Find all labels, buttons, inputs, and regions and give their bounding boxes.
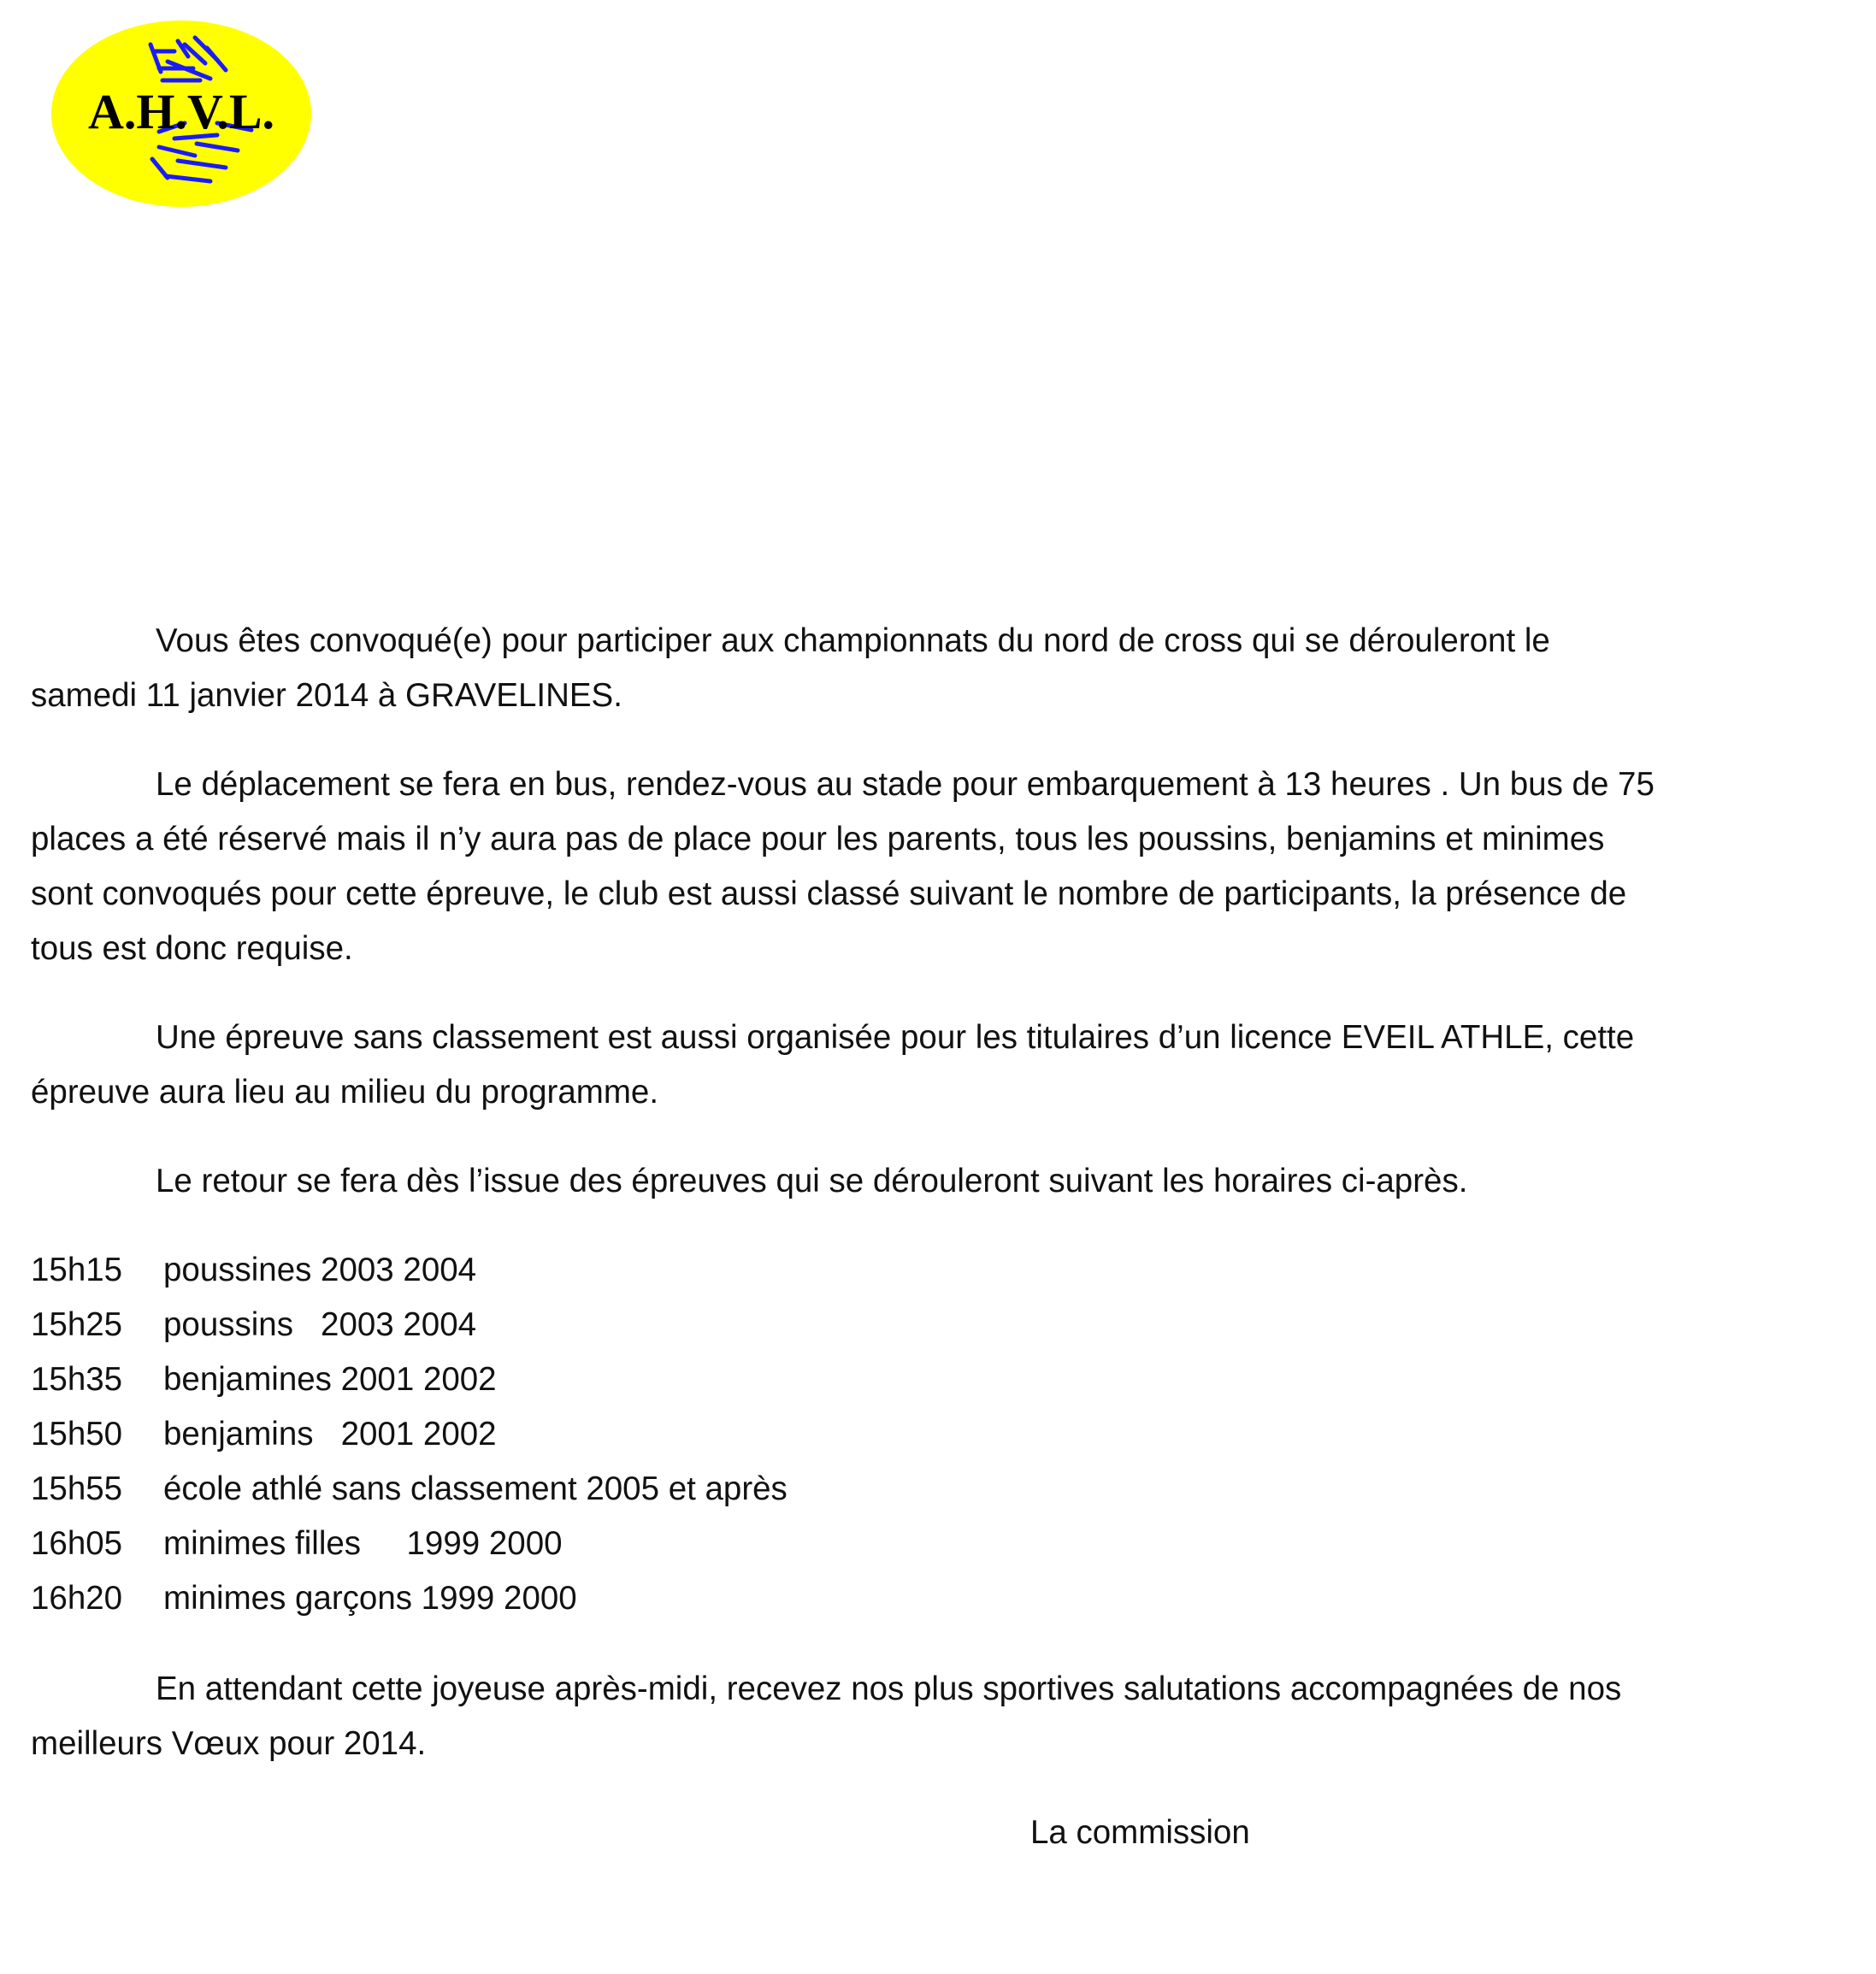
schedule-row bbox=[31, 1407, 1655, 1462]
schedule-row bbox=[31, 1298, 1655, 1352]
paragraph-transport bbox=[31, 757, 1655, 976]
schedule-event: benjamins 2001 2002 bbox=[163, 1416, 497, 1453]
club-logo-graphic bbox=[50, 19, 313, 209]
paragraph-eveil-athle bbox=[31, 1011, 1655, 1120]
schedule-time: 15h35 bbox=[31, 1361, 123, 1398]
paragraph-text: Une épreuve sans classement est aussi organisée pour les titulaires d’un licence EVEIL ATHLE, cette épreuve aura lieu au milieu du programme. bbox=[31, 1019, 1635, 1111]
logo-text: A.H.V.L. bbox=[87, 84, 275, 139]
paragraph-closing bbox=[31, 1662, 1655, 1771]
schedule-row bbox=[31, 1517, 1655, 1571]
letter-body bbox=[31, 614, 1655, 1860]
schedule-event: benjamines 2001 2002 bbox=[163, 1361, 497, 1398]
paragraph-text: Le retour se fera dès l’issue des épreuves qui se dérouleront suivant les horaires ci-après. bbox=[156, 1163, 1468, 1199]
signature: La commission bbox=[1030, 1814, 1250, 1851]
schedule-event: minimes garçons 1999 2000 bbox=[163, 1580, 577, 1617]
schedule-event: poussines 2003 2004 bbox=[163, 1252, 477, 1288]
schedule-row bbox=[31, 1352, 1655, 1407]
schedule-time: 16h05 bbox=[31, 1525, 123, 1562]
schedule-event: école athlé sans classement 2005 et après bbox=[163, 1470, 788, 1507]
schedule-row bbox=[31, 1462, 1655, 1517]
club-logo bbox=[50, 19, 313, 209]
race-schedule bbox=[31, 1243, 1655, 1626]
schedule-time: 15h55 bbox=[31, 1470, 123, 1507]
schedule-row bbox=[31, 1243, 1655, 1298]
schedule-time: 15h25 bbox=[31, 1306, 123, 1343]
paragraph-text: Vous êtes convoqué(e) pour participer aux championnats du nord de cross qui se dérouleront le samedi 11 janvier 2014 à GRAVELINES. bbox=[31, 622, 1550, 714]
schedule-event: poussins 2003 2004 bbox=[163, 1306, 477, 1343]
schedule-time: 15h50 bbox=[31, 1416, 123, 1453]
paragraph-return bbox=[31, 1154, 1655, 1209]
paragraph-text: Le déplacement se fera en bus, rendez-vous au stade pour embarquement à 13 heures . Un bus de 75 places a été réservé mais il n’y aura pas de place pour les parents, tous les poussins, benjamins et minimes sont convoqués pour cette épreuve, le club est aussi classé suivant le nombre de participants, la présence de tous est donc requise. bbox=[31, 766, 1655, 967]
schedule-event: minimes filles 1999 2000 bbox=[163, 1525, 563, 1562]
schedule-row bbox=[31, 1571, 1655, 1626]
schedule-time: 15h15 bbox=[31, 1252, 123, 1288]
paragraph-convocation bbox=[31, 614, 1655, 723]
paragraph-text: En attendant cette joyeuse après-midi, recevez nos plus sportives salutations accompagnées de nos meilleurs Vœux pour 2014. bbox=[31, 1671, 1622, 1762]
schedule-time: 16h20 bbox=[31, 1580, 123, 1617]
